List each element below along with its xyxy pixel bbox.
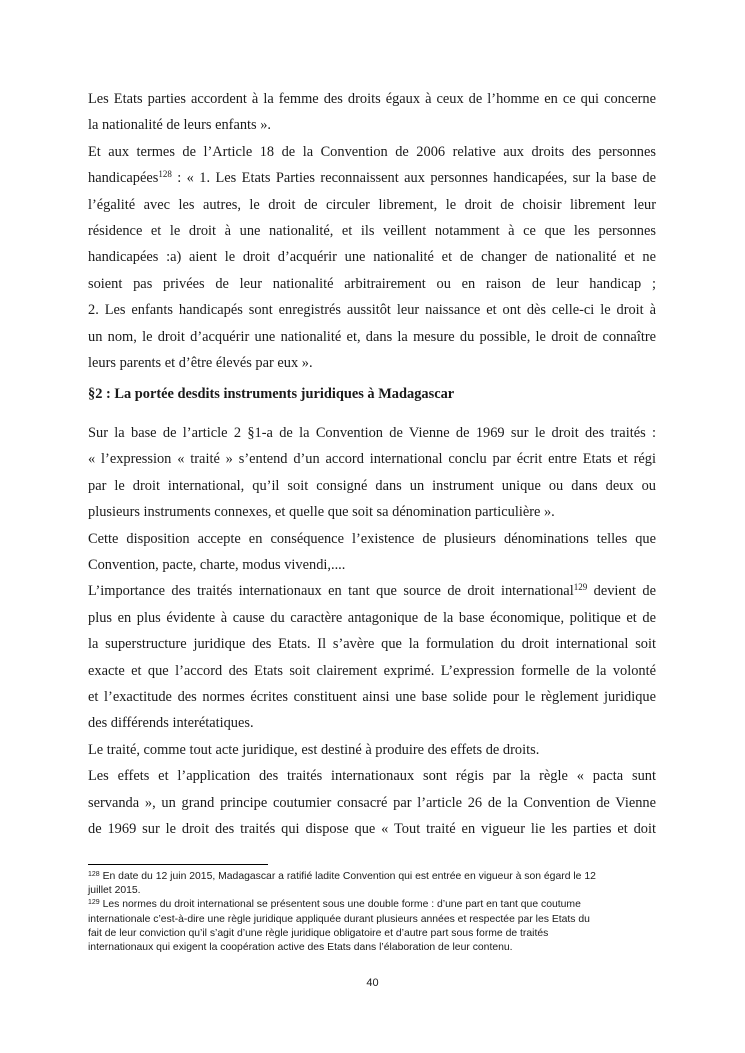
text-line: Le traité, comme tout acte juridique, est destiné à produire des effets de droits. [88, 741, 540, 758]
page-number: 40 [366, 977, 379, 989]
text-line: Cette disposition accepte en conséquence l’existence de plusieurs dénominations telles que [88, 530, 656, 547]
text-line: de 1969 sur le droit des traités qui dispose que « Tout traité en vigueur lie les parties et doit [88, 821, 656, 838]
footnotes [88, 870, 658, 955]
text-line: Sur la base de l’article 2 §1-a de la Convention de Vienne de 1969 sur le droit des traités : [88, 425, 656, 441]
text-line: « l’expression « traité » s’entend d’un accord international conclu par écrit entre Etats et régi [88, 451, 656, 468]
text-line: l’égalité avec les autres, le droit de circuler librement, le droit de choisir librement leur [88, 196, 656, 213]
footnote-text: juillet 2015. [88, 885, 141, 897]
text-line: Les effets et l’application des traités internationaux sont régis par la règle « pacta sunt [88, 768, 656, 785]
text-line: des différends interétatiques. [88, 715, 254, 732]
footnote-number: 129 [88, 899, 100, 907]
footnote-line [88, 898, 658, 912]
text-line: Convention, pacte, charte, modus vivendi,.... [88, 557, 346, 574]
text-line: la superstructure juridique des Etats. Il s’avère que la formulation du droit international soit [88, 636, 656, 653]
text-line: la nationalité de leurs enfants ». [88, 117, 272, 134]
paragraph-block-2 [88, 420, 656, 843]
text-line: et l’exactitude des normes écrites constituent ainsi une base solide pour le règlement juridique [88, 689, 656, 706]
footnote-separator [88, 864, 268, 865]
text-line: servanda », un grand principe coutumier consacré par l’article 26 de la Convention de Vienne [88, 794, 656, 811]
text-segment: handicapées [88, 170, 159, 187]
footnote-number: 128 [88, 871, 100, 878]
text-line: un nom, le droit d’acquérir une nationalité et, dans la mesure du possible, le droit de connaître [88, 328, 656, 345]
footnote-text: fait de leur conviction qu’il s’agit d’une règle juridique obligatoire et d’autre part sous forme de traités [88, 927, 549, 939]
text-line: plus en plus évidente à cause du caractère antagonique de la base économique, politique et de [88, 609, 656, 626]
text-line: résidence et le droit à une nationalité, et ils veillent notamment à ce que les personnes [88, 223, 656, 240]
footnote-line [88, 913, 658, 927]
paragraph-block-1 [88, 86, 656, 376]
text-line: 2. Les enfants handicapés sont enregistrés aussitôt leur naissance et ont dès celle-ci le droit à [88, 302, 656, 319]
footnote-line [88, 870, 658, 884]
text-line: Les Etats parties accordent à la femme des droits égaux à ceux de l’homme en ce qui concerne [88, 91, 656, 107]
section-heading [88, 381, 656, 407]
footnote-line [88, 927, 658, 941]
footnote-text: internationaux qui exigent la coopération active des Etats dans l’élaboration de leur contenu. [88, 942, 513, 954]
text-segment: L’importance des traités internationaux en tant que source de droit international [88, 583, 574, 600]
footnote-text: internationale c’est-à-dire une règle juridique appliquée durant plusieurs années et respectée par les Etats du [88, 913, 590, 925]
text-line: exacte et que l’accord des Etats soit clairement exprimé. L’expression formelle de la volonté [88, 662, 656, 679]
footnote-text: Les normes du droit international se présentent sous une double forme : d’une part en tant que coutume [99, 899, 581, 911]
text-line [88, 165, 656, 191]
text-line: handicapées :a) aient le droit d’acquérir une nationalité et de changer de nationalité et ne [88, 249, 656, 266]
footnote-text: En date du 12 juin 2015, Madagascar a ratifié ladite Convention qui est entrée en vigueur à son égard le 12 [99, 871, 596, 882]
footnote-line [88, 884, 658, 898]
text-line: plusieurs instruments connexes, et quelle que soit sa dénomination particulière ». [88, 504, 555, 521]
text-line: leurs parents et d’être élevés par eux ». [88, 355, 313, 372]
text-line: soient pas privées de leur nationalité arbitrairement ou en raison de leur handicap ; [88, 275, 656, 292]
text-segment: : « 1. Les Etats Parties reconnaissent aux personnes handicapées, sur la base de [171, 170, 656, 187]
text-segment: devient de [587, 583, 656, 600]
text-line: par le droit international, qu’il soit consigné dans un instrument unique ou dans deux ou [88, 477, 656, 494]
text-line: Et aux termes de l’Article 18 de la Convention de 2006 relative aux droits des personnes [88, 143, 656, 160]
heading-text: §2 : La portée desdits instruments juridiques à Madagascar [88, 386, 455, 402]
footnote-ref-129: 129 [573, 582, 588, 593]
footnote-ref-128: 128 [158, 169, 172, 180]
text-line [88, 578, 656, 604]
footnote-line [88, 941, 658, 955]
